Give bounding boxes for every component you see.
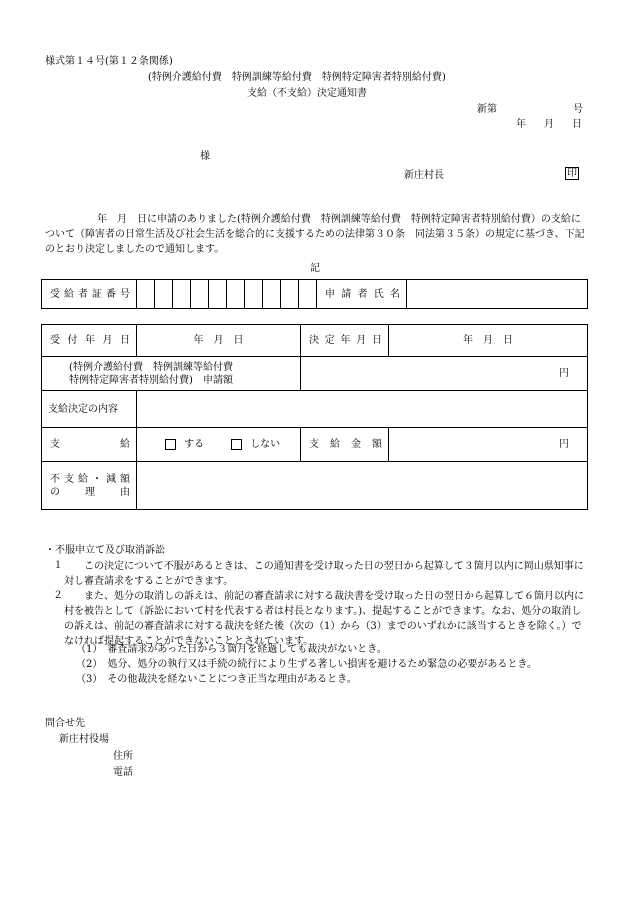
contact-office: 新庄村役場: [59, 734, 109, 745]
payment-label-cell: [42, 428, 137, 462]
appeal-sub1: （1） 審査請求があった日から３箇月を経過しても裁決がないとき。: [76, 644, 387, 655]
decision-table: [41, 324, 588, 510]
digit-box[interactable]: [245, 280, 263, 309]
payment-label: 支給: [50, 439, 130, 450]
issuer-name: 新庄村長: [404, 170, 444, 181]
contact-phone-label: 電話: [113, 767, 133, 778]
application-amount-label-line2: 特例特定障害者特別給付費) 申請額: [69, 374, 233, 386]
document-title: 支給（不支給）決定通知書: [247, 88, 367, 99]
payment-amount-label: 支給金額: [309, 439, 382, 450]
seal-mark: 印: [567, 168, 577, 179]
appeal-item1-number: １: [53, 560, 63, 571]
applicant-name-label: 申請者氏名: [325, 288, 400, 300]
applicant-name-label-cell: [317, 280, 407, 309]
digit-box[interactable]: [209, 280, 227, 309]
digit-box[interactable]: [173, 280, 191, 309]
doc-number-suffix: 号: [573, 104, 583, 115]
digit-box[interactable]: [137, 280, 155, 309]
reason-label-line1: 不支給・減額: [50, 473, 130, 485]
digit-box[interactable]: [155, 280, 173, 309]
decision-date-label-cell: [301, 325, 389, 357]
form-number: 様式第１４号(第１２条関係): [45, 56, 173, 67]
received-date-label-cell: [42, 325, 137, 357]
reason-field[interactable]: [137, 462, 588, 510]
application-amount-label-line1: (特例介護給付費 特例訓練等給付費: [69, 361, 233, 373]
reason-label-cell: [42, 462, 137, 510]
digit-box[interactable]: [263, 280, 281, 309]
payment-no-checkbox[interactable]: [231, 439, 242, 450]
issue-date-year: 年: [516, 119, 526, 130]
appeal-item2-number: ２: [53, 590, 63, 601]
issue-date-month: 月: [544, 119, 554, 130]
recipient-number-label: 受給者証番号: [50, 288, 130, 300]
decision-date-placeholder: 年 月 日: [463, 335, 513, 346]
appeal-item1: この決定について不服があるときは、この通知書を受け取った日の翌日から起算して３箇月以内に岡山県知事に対し審査請求をすることができます。: [64, 561, 584, 587]
recipient-number-label-cell: [42, 280, 137, 309]
digit-box[interactable]: [227, 280, 245, 309]
payment-no-label: しない: [250, 439, 281, 450]
contact-address-label: 住所: [113, 751, 133, 762]
decision-date-label: 決定年月日: [309, 335, 382, 346]
appeal-item2: また、処分の取消しの訴えは、前記の審査請求に対する裁決書を受け取った日の翌日から起算して６箇月以内に村を被告として（訴訟において村を代表する者は村長となります。)、提起することができます。なお、処分の取消しの訴えは、前記の審査請求に対する裁決を経た後（次の（1）から（3）までのいずれかに該当するときを除く。）でなければ提起することができないこととされています。: [64, 591, 584, 647]
issue-date-day: 日: [572, 119, 582, 130]
reason-label-line2: の理由: [50, 486, 130, 498]
payment-amount-yen: 円: [559, 439, 569, 450]
recipient-table: [41, 279, 588, 309]
appeal-sub3: （3） その他裁決を経ないことにつき正当な理由があるとき。: [76, 674, 357, 685]
addressee-suffix: 様: [200, 151, 210, 162]
application-amount-label-cell: [42, 357, 301, 391]
payment-amount-label-cell: [301, 428, 389, 462]
payment-yes-label: する: [184, 439, 204, 450]
digit-box[interactable]: [191, 280, 209, 309]
decision-date-field[interactable]: [389, 325, 588, 357]
received-date-field[interactable]: [137, 325, 301, 357]
content-field[interactable]: [137, 391, 588, 428]
appeal-sub2: （2） 処分、処分の執行又は手続の続行により生ずる著しい損害を避けるため緊急の必要があるとき。: [76, 659, 537, 670]
application-amount-field[interactable]: [301, 357, 588, 391]
digit-box[interactable]: [299, 280, 317, 309]
content-label-cell: [42, 391, 137, 428]
digit-box[interactable]: [281, 280, 299, 309]
contact-heading: 問合せ先: [45, 718, 85, 729]
subtitle: (特例介護給付費 特例訓練等給付費 特例特定障害者特別給付費): [148, 72, 446, 83]
appeal-heading: ・不服申立て及び取消訴訟: [45, 545, 165, 556]
content-label: 支給決定の内容: [48, 403, 118, 415]
application-amount-yen: 円: [559, 368, 569, 379]
received-date-label: 受付年月日: [50, 335, 130, 346]
payment-amount-field[interactable]: [389, 428, 588, 462]
applicant-name-field[interactable]: [407, 280, 588, 309]
payment-yes-checkbox[interactable]: [165, 439, 176, 450]
ki-label: 記: [310, 263, 320, 274]
notice-body: 年 月 日に申請のありました(特例介護給付費 特例訓練等給付費 特例特定障害者特別給付費）の支給について（障害者の日常生活及び社会生活を総合的に支援するための法律第３０条 同法第３５条）の規定に基づき、下記のとおり決定しましたので通知します。: [45, 214, 585, 255]
doc-number-prefix: 新第: [477, 104, 497, 115]
application-amount-label: [42, 361, 260, 387]
received-date-placeholder: 年 月 日: [193, 335, 244, 346]
payment-options: [137, 428, 301, 462]
official-seal: [565, 167, 579, 180]
